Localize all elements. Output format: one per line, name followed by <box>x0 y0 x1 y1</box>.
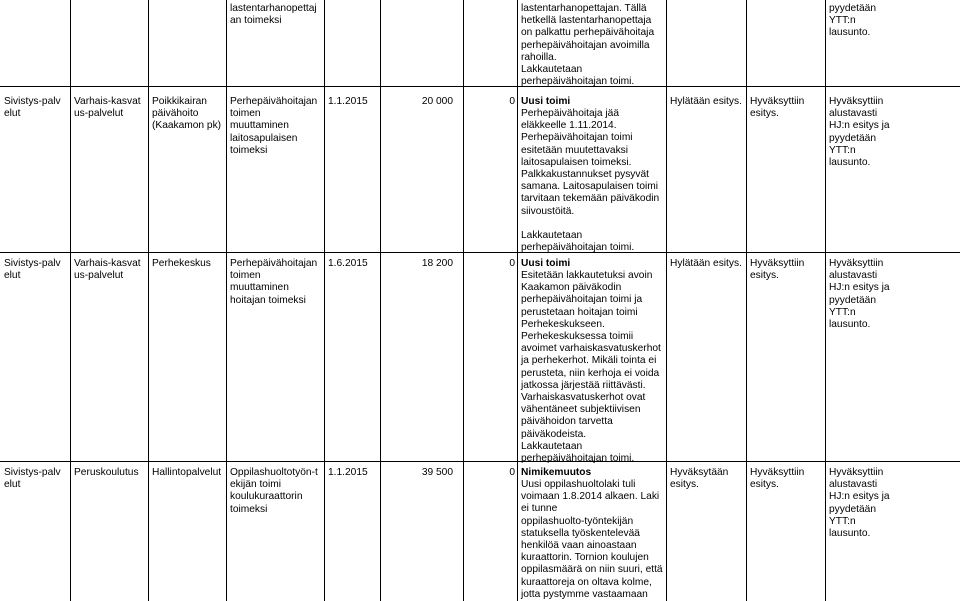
zero-cell: 0 <box>509 258 515 269</box>
decision-3: Hyväksyttiin alustavasti HJ:n esitys ja pyydetään YTT:n lausunto. <box>829 258 890 331</box>
area-cell: Varhais-kasvat us-palvelut <box>74 96 141 120</box>
zero-cell: 0 <box>509 96 515 107</box>
amount-cell: 39 500 <box>421 467 453 478</box>
col-divider <box>666 0 667 601</box>
decision-3: Hyväksyttiin alustavasti HJ:n esitys ja pyydetään YTT:n lausunto. <box>829 467 890 540</box>
date-cell: 1.1.2015 <box>328 467 368 478</box>
description-body: Perhepäivähoitaja jää eläkkeelle 1.11.2014. Perhepäivähoitajan toimi esitetään muutettavaksi laitosapulaisen toimeksi. Palkkakustannukset pysyvät samana. Laitosapulaisen toimi tarvitaan tekemään päiväkodin siivoustöitä. Lakkautetaan perhepäivähoitajan toimi. <box>521 108 660 254</box>
description-heading: Nimikemuutos <box>521 467 592 478</box>
unit-cell: Hallintopalvelut <box>152 467 222 478</box>
col-divider <box>148 0 149 601</box>
decision-1: Hylätään esitys. <box>670 258 742 269</box>
top-fragment-opinion: pyydetään YTT:n lausunto. <box>829 3 877 39</box>
description-heading: Uusi toimi <box>521 258 571 269</box>
decision-2: Hyväksyttiin esitys. <box>750 96 805 120</box>
sector-cell: Sivistys-palv elut <box>4 258 61 282</box>
col-divider <box>226 0 227 601</box>
row-divider-1 <box>0 86 960 87</box>
unit-cell: Poikkikairan päivähoito (Kaakamon pk) <box>152 96 222 132</box>
area-cell: Varhais-kasvat us-palvelut <box>74 258 141 282</box>
area-cell: Peruskoulutus <box>74 467 139 478</box>
description-body: Uusi oppilashuoltolaki tuli voimaan 1.8.2014 alkaen. Laki ei tunne oppilashuolto-työntekijän statuksella työskentelevää henkilöä vaan ainoastaan kuraattorin. Tornion koulujen oppilasmäärä on niin suuri, että kuraattoreja on oltava kolme, jotta pystymme vastaamaan <box>521 479 663 600</box>
col-divider <box>70 0 71 601</box>
decision-2: Hyväksyttiin esitys. <box>750 258 805 282</box>
row-divider-2 <box>0 252 960 253</box>
decision-1: Hylätään esitys. <box>670 96 742 107</box>
top-fragment-title: lastentarhanopettaj an toimeksi <box>230 3 317 27</box>
col-divider <box>825 0 826 601</box>
amount-cell: 20 000 <box>421 96 453 107</box>
title-cell: Perhepäivähoitajan toimen muuttaminen hoitajan toimeksi <box>230 258 318 306</box>
unit-cell: Perhekeskus <box>152 258 211 269</box>
amount-cell: 18 200 <box>421 258 453 269</box>
title-cell: Perhepäivähoitajan toimen muuttaminen laitosapulaisen toimeksi <box>230 96 318 156</box>
sector-cell: Sivistys-palv elut <box>4 467 61 491</box>
row-divider-3 <box>0 461 960 462</box>
date-cell: 1.1.2015 <box>328 96 368 107</box>
sector-cell: Sivistys-palv elut <box>4 96 61 120</box>
col-divider <box>380 0 381 601</box>
decision-2: Hyväksyttiin esitys. <box>750 467 805 491</box>
description-heading: Uusi toimi <box>521 96 571 107</box>
decision-1: Hyväksytään esitys. <box>670 467 729 491</box>
top-fragment-description: lastentarhanopettajan. Tällä hetkellä lastentarhanopettaja on palkattu perhepäivähoitaja perhepäivähoitajan avoimilla rahoilla. Lakkautetaan perhepäivähoitajan toimi. <box>521 3 655 88</box>
title-cell: Oppilashuoltotyön-t ekijän toimi koulukuraattorin toimeksi <box>230 467 318 515</box>
decision-3: Hyväksyttiin alustavasti HJ:n esitys ja pyydetään YTT:n lausunto. <box>829 96 890 169</box>
col-divider <box>463 0 464 601</box>
date-cell: 1.6.2015 <box>328 258 368 269</box>
zero-cell: 0 <box>509 467 515 478</box>
description-body: Esitetään lakkautetuksi avoin Kaakamon päiväkodin perhepäivähoitajan toimi ja perustetaan hoitajan toimi Perhekeskukseen. Perhekeskuksessa toimii avoimet varhaiskasvatuskerhot ja perhekerhot. Mikäli tointa ei perusteta, niin kerhoja ei voida jatkossa järjestää riittävästi. Varhaiskasvatuskerhot ovat vähentäneet subjektiivisen päivähoidon tarvetta päiväkodeista. Lakkautetaan perhepäivähoitajan toimi. <box>521 270 661 465</box>
col-divider <box>746 0 747 601</box>
col-divider <box>517 0 518 601</box>
col-divider <box>324 0 325 601</box>
